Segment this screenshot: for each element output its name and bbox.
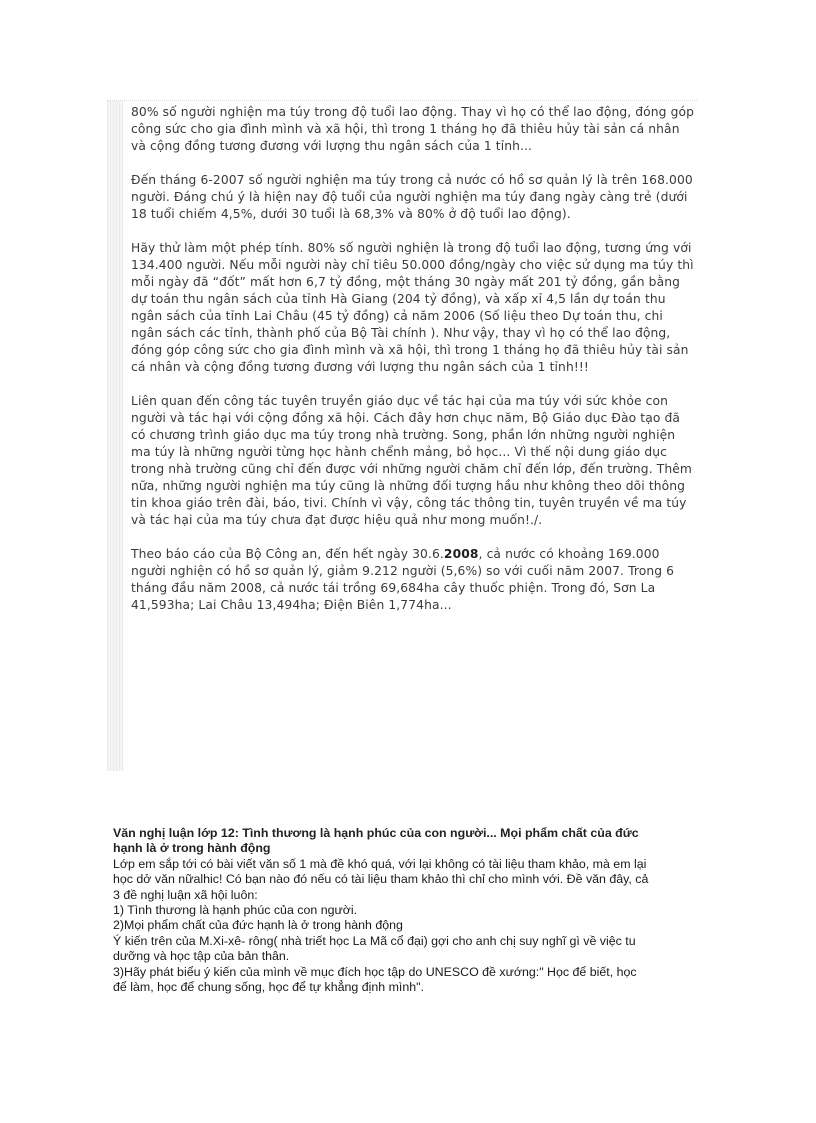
paragraph-5-lead: Theo báo cáo của Bộ Công an, đến hết ngày 30.6. bbox=[131, 547, 444, 561]
post-line-1: Lớp em sắp tới có bài viết văn số 1 mà đề khó quá, với lại không có tài liệu tham khảo, mà em lại học dở văn nữalhic! Có bạn nào đó nếu có tài liệu tham khảo thì chỉ cho mình với. Đề văn đây, cả 3 đề nghị luận xã hội luôn: bbox=[113, 856, 649, 902]
article-paragraph-4: Liên quan đến công tác tuyên truyền giáo dục về tác hại của ma túy với sức khỏe con người và tác hại với cộng đồng xã hội. Cách đây hơn chục năm, Bộ Giáo dục Đào tạo đã có chương trình giáo dục ma túy trong nhà trường. Song, phần lớn những người nghiện ma túy là những người từng học hành chểnh mảng, bỏ học... Vì thế nội dung giáo dục trong nhà trường cũng chỉ đến được với những người chăm chỉ đến lớp, đến trường. Thêm nữa, những người nghiện ma túy cũng là những đối tượng hầu như không theo dõi thông tin khoa giáo trên đài, báo, tivi. Chính vì vậy, công tác thông tin, tuyên truyền về ma túy và tác hại của ma túy chưa đạt được hiệu quả như mong muốn!./. bbox=[131, 394, 692, 527]
post-line-3: 2)Mọi phẩm chất của đức hạnh là ở trong hành động bbox=[113, 918, 403, 933]
article-block bbox=[107, 100, 697, 771]
post-line-5: 3)Hãy phát biểu ý kiến của mình về mục đích học tập do UNESCO đề xướng:" Học để biết, học để làm, học để chung sống, học để tự khẳng định mình". bbox=[113, 964, 637, 995]
post-title: Văn nghị luận lớp 12: Tình thương là hạnh phúc của con người... Mọi phẩm chất của đức hạnh là ở trong hành động bbox=[113, 826, 639, 856]
article-paragraph-1: 80% số người nghiện ma túy trong độ tuổi lao động. Thay vì họ có thể lao động, đóng góp công sức cho gia đình mình và xã hội, thì trong 1 tháng họ đã thiêu hủy tài sản cá nhân và cộng đồng tương đương với lượng thu ngân sách của 1 tỉnh... bbox=[131, 105, 695, 153]
post-line-2: 1) Tình thương là hạnh phúc của con người. bbox=[113, 903, 358, 918]
post-line-4: Ý kiến trên của M.Xi-xê- rông( nhà triết học La Mã cổ đại) gợi cho anh chị suy nghĩ gì về việc tu dưỡng và học tập của bản thân. bbox=[113, 933, 636, 964]
forum-post bbox=[113, 826, 653, 995]
article-paragraph-5 bbox=[131, 546, 697, 614]
paragraph-5-rest: , cả nước có khoảng 169.000 người nghiện có hồ sơ quản lý, giảm 9.212 người (5,6%) so với cuối năm 2007. Trong 6 tháng đầu năm 2008, cả nước tái trồng 69,684ha cây thuốc phiện. Trong đó, Sơn La 41,593ha; Lai Châu 13,494ha; Điện Biên 1,774ha... bbox=[131, 547, 675, 612]
article-paragraph-3: Hãy thử làm một phép tính. 80% số người nghiện là trong độ tuổi lao động, tương ứng với 134.400 người. Nếu mỗi người này chỉ tiêu 50.000 đồng/ngày cho việc sử dụng ma túy thì mỗi ngày đã “đốt” mất hơn 6,7 tỷ đồng, một tháng 30 ngày mất 201 tỷ đồng, gần bằng dự toán thu ngân sách của tỉnh Hà Giang (204 tỷ đồng), và xấp xỉ 4,5 lần dự toán thu ngân sách của tỉnh Lai Châu (45 tỷ đồng) cả năm 2006 (Số liệu theo Dự toán thu, chi ngân sách các tỉnh, thành phố của Bộ Tài chính ). Như vậy, thay vì họ có thể lao động, đóng góp công sức cho gia đình mình và xã hội, thì trong 1 tháng họ đã thiêu hủy tài sản cá nhân và cộng đồng tương đương với lượng thu ngân sách của 1 tỉnh!!! bbox=[131, 241, 694, 374]
article-paragraph-2: Đến tháng 6-2007 số người nghiện ma túy trong cả nước có hồ sơ quản lý là trên 168.000 người. Đáng chú ý là hiện nay độ tuổi của người nghiện ma túy đang ngày càng trẻ (dưới 18 tuổi chiếm 4,5%, dưới 30 tuổi là 68,3% và 80% ở độ tuổi lao động). bbox=[131, 173, 693, 221]
paragraph-5-year: 2008 bbox=[443, 547, 479, 561]
article-body bbox=[131, 104, 697, 631]
article-left-rule bbox=[107, 101, 123, 771]
